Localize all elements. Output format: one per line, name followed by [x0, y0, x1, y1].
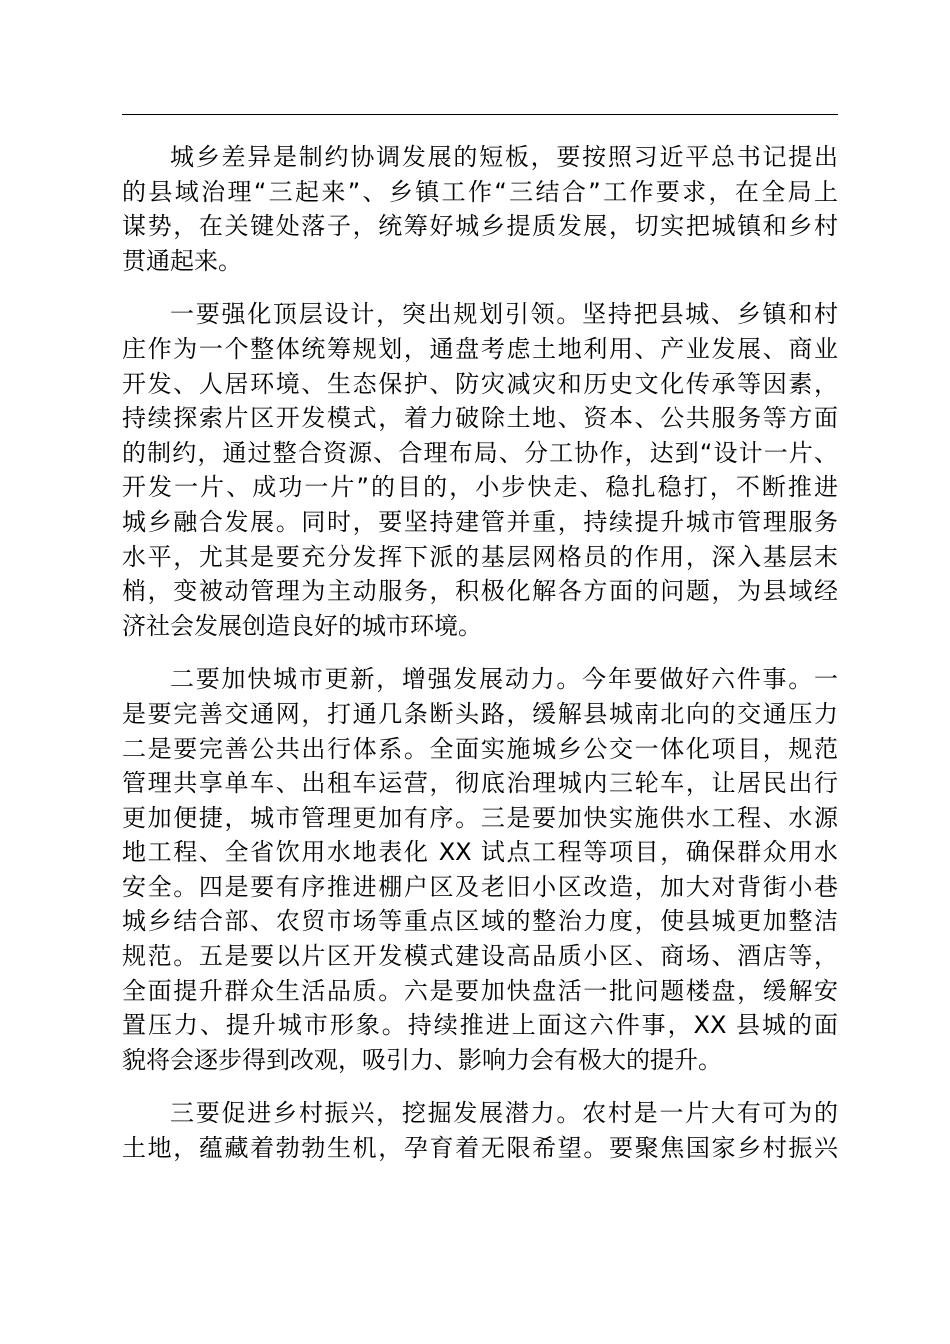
paragraph-line: 土地，蕴藏着勃勃生机，孕育着无限希望。要聚焦国家乡村振兴 — [122, 1134, 838, 1163]
paragraph-line: 全面提升群众生活品质。六是要加快盘活一批问题楼盘，缓解安 — [122, 976, 838, 1005]
paragraph-line: 更加便捷，城市管理更加有序。三是要加快实施供水工程、水源 — [122, 803, 838, 832]
paragraph-line: 开发、人居环境、生态保护、防灾减灾和历史文化传承等因素， — [122, 369, 838, 398]
paragraph-line: 贯通起来。 — [122, 246, 242, 275]
paragraph-line: 置压力、提升城市形象。持续推进上面这六件事，XX 县城的面 — [122, 1011, 838, 1040]
paragraph-line: 的县域治理“三起来”、乡镇工作“三结合”工作要求，在全局上 — [122, 177, 838, 206]
paragraph-line: 梢，变被动管理为主动服务，积极化解各方面的问题，为县域经 — [122, 577, 838, 606]
paragraph-line: 水平，尤其是要充分发挥下派的基层网格员的作用，深入基层末 — [122, 542, 838, 571]
paragraph-line: 谋势，在关键处落子，统筹好城乡提质发展，切实把城镇和乡村 — [122, 212, 838, 241]
paragraph-line: 持续探索片区开发模式，着力破除土地、资本、公共服务等方面 — [122, 404, 838, 433]
document-body — [122, 140, 838, 1185]
header-rule — [122, 114, 838, 115]
paragraph-line: 二是要完善公共出行体系。全面实施城乡公交一体化项目，规范 — [122, 734, 838, 763]
paragraph-line: 城乡融合发展。同时，要坚持建管并重，持续提升城市管理服务 — [122, 507, 838, 536]
paragraph-line: 貌将会逐步得到改观，吸引力、影响力会有极大的提升。 — [122, 1045, 722, 1074]
paragraph-line: 济社会发展创造良好的城市环境。 — [122, 611, 482, 640]
paragraph-line: 二要加快城市更新，增强发展动力。今年要做好六件事。一 — [170, 665, 838, 694]
paragraph-line: 一要强化顶层设计，突出规划引领。坚持把县城、乡镇和村 — [170, 300, 838, 329]
paragraph-1 — [122, 140, 838, 278]
paragraph-line: 庄作为一个整体统筹规划，通盘考虑土地利用、产业发展、商业 — [122, 334, 838, 363]
paragraph-4 — [122, 1096, 838, 1165]
paragraph-line: 开发一片、成功一片”的目的，小步快走、稳扎稳打，不断推进 — [122, 473, 838, 502]
paragraph-line: 管理共享单车、出租车运营，彻底治理城内三轮车，让居民出行 — [122, 769, 838, 798]
paragraph-line: 地工程、全省饮用水地表化 XX 试点工程等项目，确保群众用水 — [122, 838, 838, 867]
paragraph-line: 安全。四是要有序推进棚户区及老旧小区改造，加大对背街小巷 — [122, 872, 838, 901]
paragraph-2 — [122, 297, 838, 643]
paragraph-line: 是要完善交通网，打通几条断头路，缓解县城南北向的交通压力 — [122, 699, 838, 728]
paragraph-line: 三要促进乡村振兴，挖掘发展潜力。农村是一片大有可为的 — [170, 1099, 838, 1128]
paragraph-line: 规范。五是要以片区开发模式建设高品质小区、商场、酒店等， — [122, 942, 838, 971]
paragraph-3 — [122, 662, 838, 1077]
paragraph-line: 的制约，通过整合资源、合理布局、分工协作，达到“设计一片、 — [122, 438, 838, 467]
paragraph-line: 城乡结合部、农贸市场等重点区域的整治力度，使县城更加整洁 — [122, 907, 838, 936]
paragraph-line: 城乡差异是制约协调发展的短板，要按照习近平总书记提出 — [170, 143, 838, 171]
